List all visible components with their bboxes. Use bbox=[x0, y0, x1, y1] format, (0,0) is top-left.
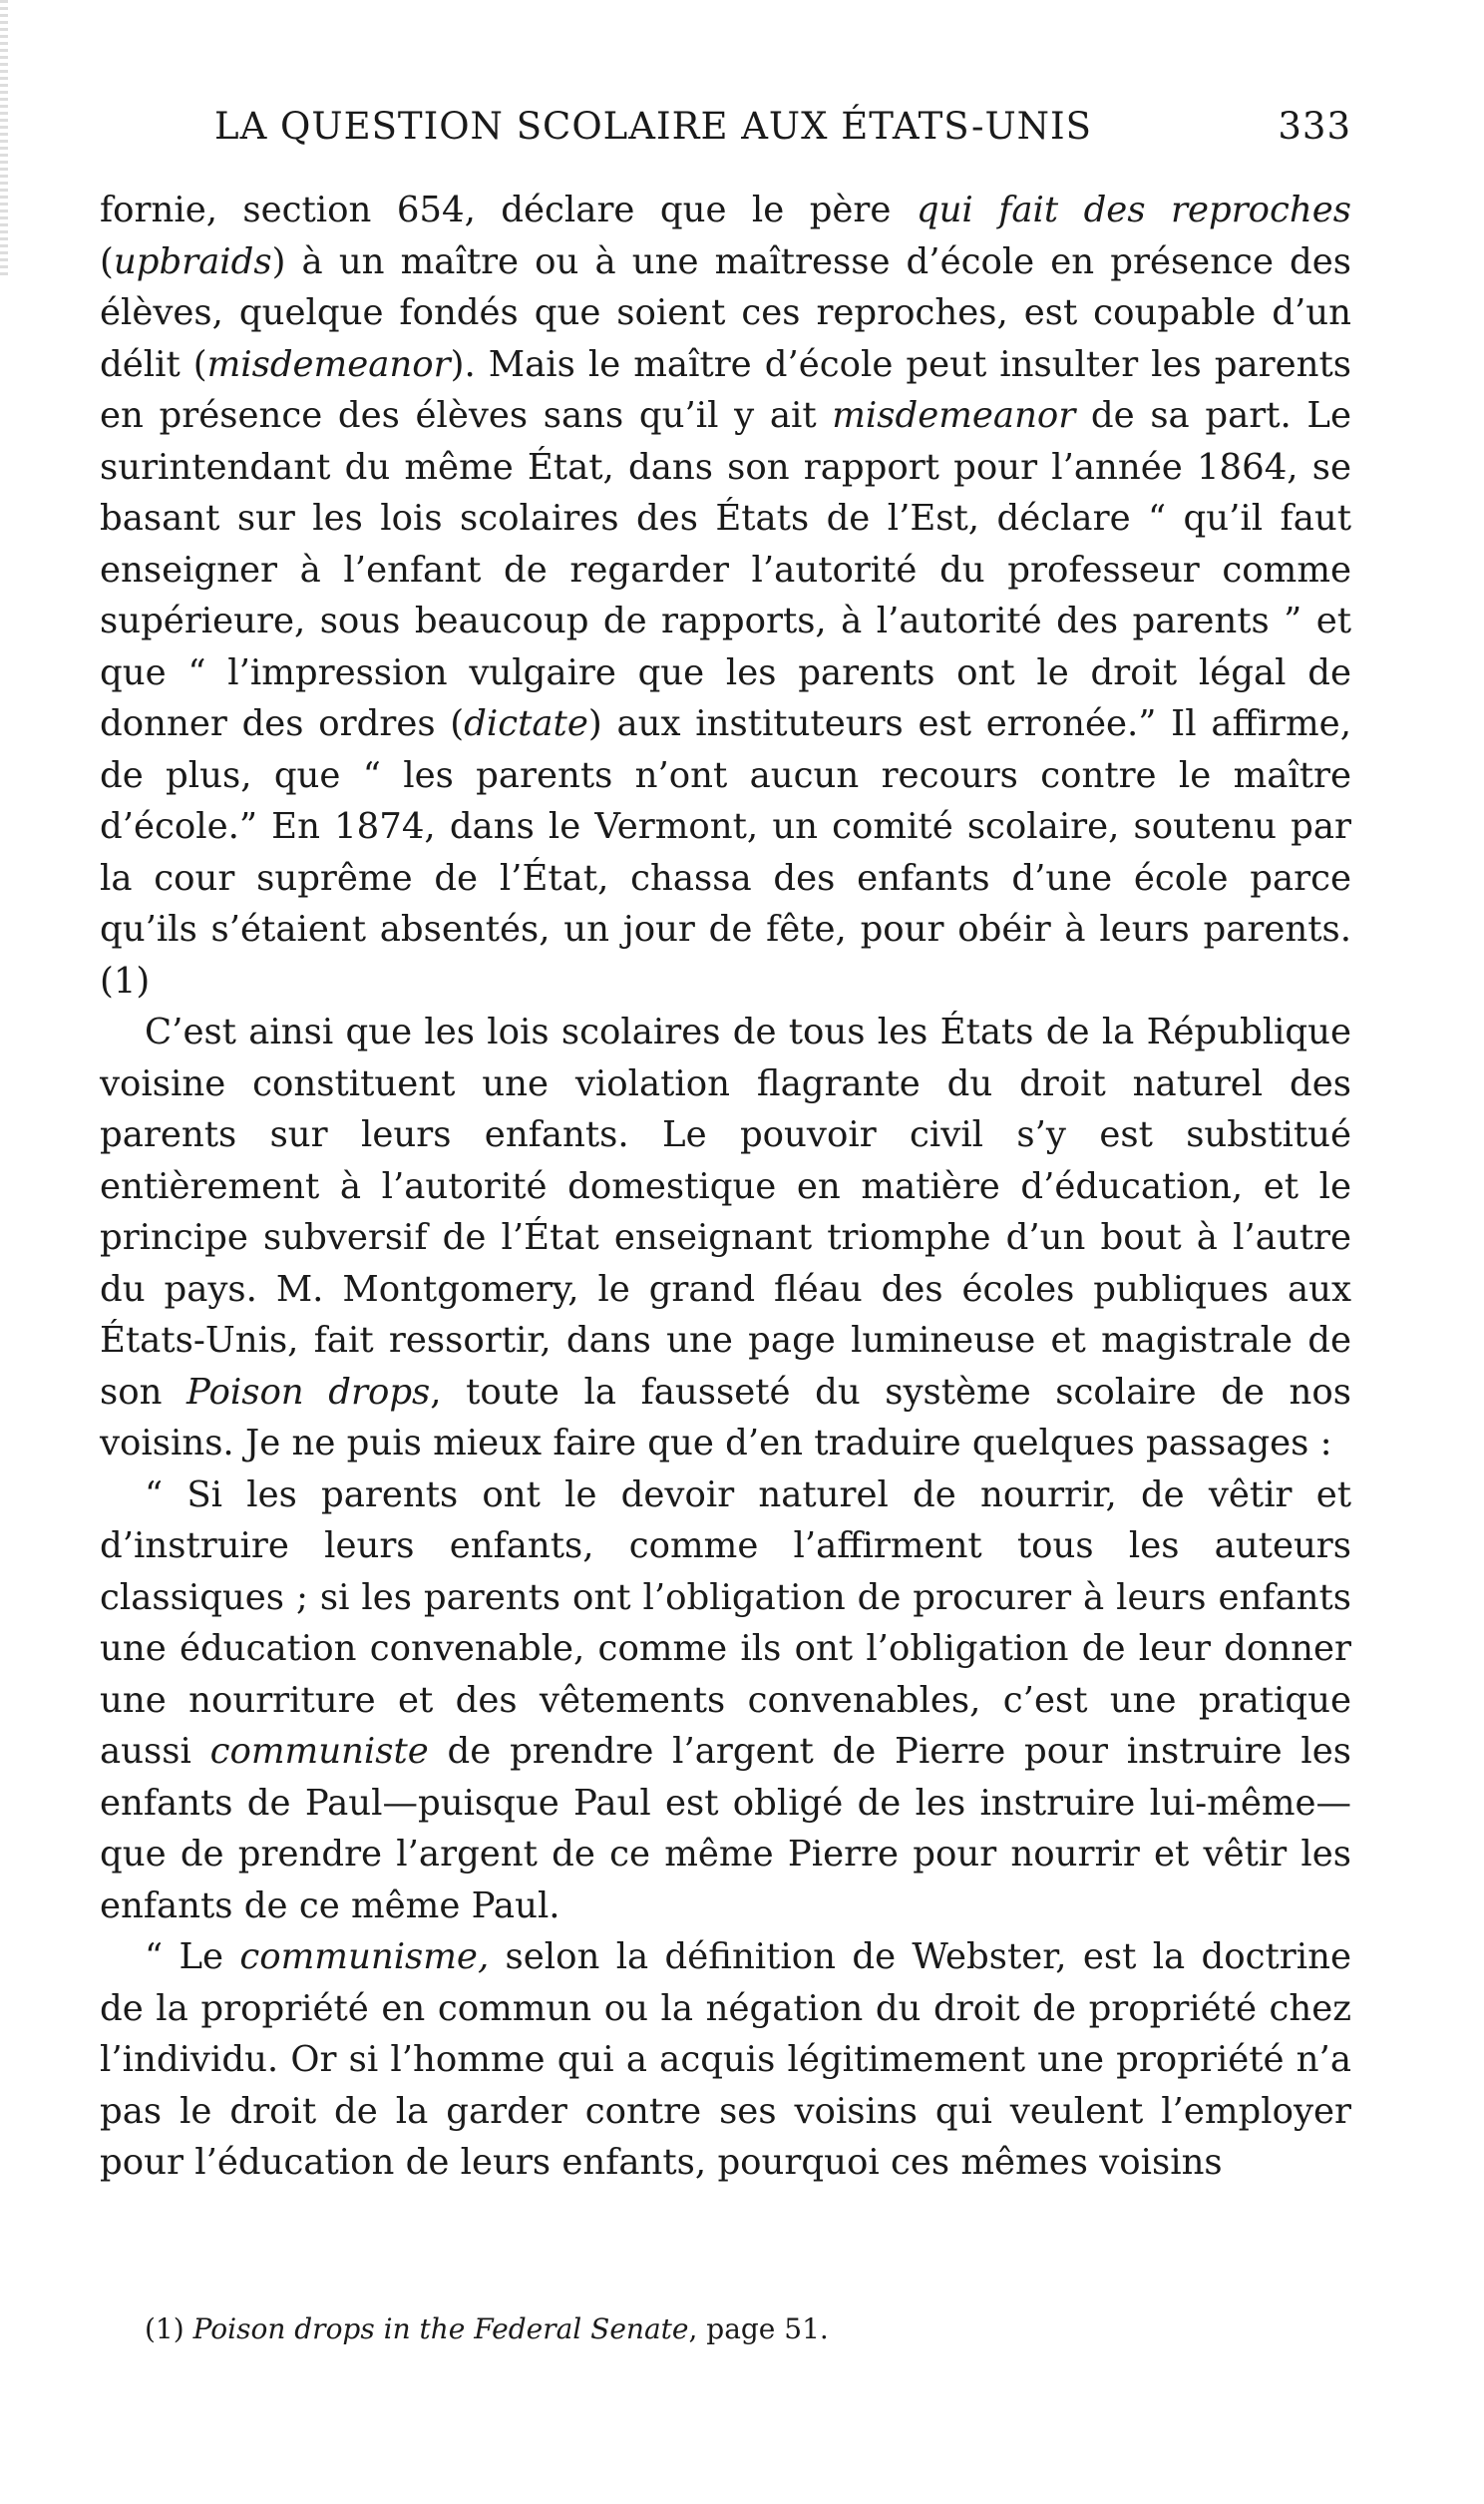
text-run: “ Si les parents ont le devoir naturel de nourrir, de vêtir et d’instruire leurs enfants, comme l’affirment tous les auteurs classiques ; si les parents ont l’obligation de procurer à leurs enfants une éducation convenable, comme ils ont l’obligation de leur donner une nourriture et des vêtements convenables, c’est une pratique aussi bbox=[100, 1473, 1351, 1772]
italic-run: communisme, bbox=[239, 1936, 490, 1977]
italic-run: misdemeanor bbox=[832, 395, 1076, 436]
body-text bbox=[100, 185, 1351, 2189]
italic-run: qui fait des reproches bbox=[916, 190, 1351, 230]
italic-run: Poison drops bbox=[186, 1371, 431, 1413]
page-number: 333 bbox=[1278, 105, 1351, 148]
scan-edge-artifact bbox=[0, 0, 8, 279]
text-run: de prendre l’argent de Pierre pour instruire les enfants de Paul—puisque Paul est obligé de les instruire lui-même—que de prendre l’argent de ce même Pierre pour nourrir et vêtir les enfants de ce même Paul. bbox=[100, 1731, 1351, 1926]
footnote-marker: (1) bbox=[145, 2312, 185, 2345]
text-run: ( bbox=[100, 240, 114, 282]
book-page bbox=[100, 95, 1351, 2189]
text-run: ) à un maître ou à une maîtresse d’école en présence des élèves, quelque fondés que soient ces reproches, est coupable d’un délit ( bbox=[100, 240, 1351, 385]
text-run: C’est ainsi que les lois scolaires de tous les États de la République voisine constituent une violation flagrante du droit naturel des parents sur leurs enfants. Le pouvoir civil s’y est substitué entièrement à l’autorité domestique en matière d’éducation, et le principe subversif de l’État enseignant triomphe d’un bout à l’autre du pays. M. Montgomery, le grand fléau des écoles publiques aux États-Unis, fait ressortir, dans une page lumineuse et magistrale de son bbox=[100, 1012, 1351, 1413]
running-title: LA QUESTION SCOLAIRE AUX ÉTATS-UNIS bbox=[214, 105, 1092, 148]
paragraph-1 bbox=[100, 185, 1351, 1007]
footnote bbox=[145, 2312, 829, 2345]
italic-run: dictate bbox=[464, 703, 588, 744]
footnote-rest: , page 51. bbox=[688, 2312, 829, 2345]
paragraph-4 bbox=[100, 1931, 1351, 2189]
running-head bbox=[100, 95, 1351, 165]
paragraph-2 bbox=[100, 1007, 1351, 1469]
footnote-title: Poison drops in the Federal Senate bbox=[192, 2312, 689, 2345]
text-run: ). Mais le maître d’école peut insulter les parents en présence des élèves sans qu’il y ait bbox=[100, 343, 1352, 436]
text-run: fornie, section 654, déclare que le père bbox=[100, 190, 917, 230]
italic-run: upbraids bbox=[113, 240, 272, 282]
italic-run: misdemeanor bbox=[206, 343, 451, 385]
italic-run: communiste bbox=[209, 1731, 429, 1772]
text-run: , toute la fausseté du système scolaire de nos voisins. Je ne puis mieux faire que d’en traduire quelques passages : bbox=[100, 1371, 1351, 1463]
text-run: ) aux instituteurs est erronée.” Il affirme, de plus, que “ les parents n’ont aucun recours contre le maître d’école.” En 1874, dans le Vermont, un comité scolaire, soutenu par la cour suprême de l’État, chassa des enfants d’une école parce qu’ils s’étaient absentés, un jour de fête, pour obéir à leurs parents. (1) bbox=[100, 703, 1351, 1002]
text-run: “ Le bbox=[145, 1936, 240, 1977]
text-run: de sa part. Le surintendant du même État, dans son rapport pour l’année 1864, se basant sur les lois scolaires des États de l’Est, déclare “ qu’il faut enseigner à l’enfant de regarder l’autorité du professeur comme supérieure, sous beaucoup de rapports, à l’autorité des parents ” et que “ l’impression vulgaire que les parents ont le droit légal de donner des ordres ( bbox=[100, 395, 1351, 744]
text-run: selon la définition de Webster, est la doctrine de la propriété en commun ou la négation du droit de propriété chez l’individu. Or si l’homme qui a acquis légitimement une propriété n’a pas le droit de la garder contre ses voisins qui veulent l’employer pour l’éducation de leurs enfants, pourquoi ces mêmes voisins bbox=[100, 1936, 1351, 2183]
paragraph-3 bbox=[100, 1469, 1351, 1932]
